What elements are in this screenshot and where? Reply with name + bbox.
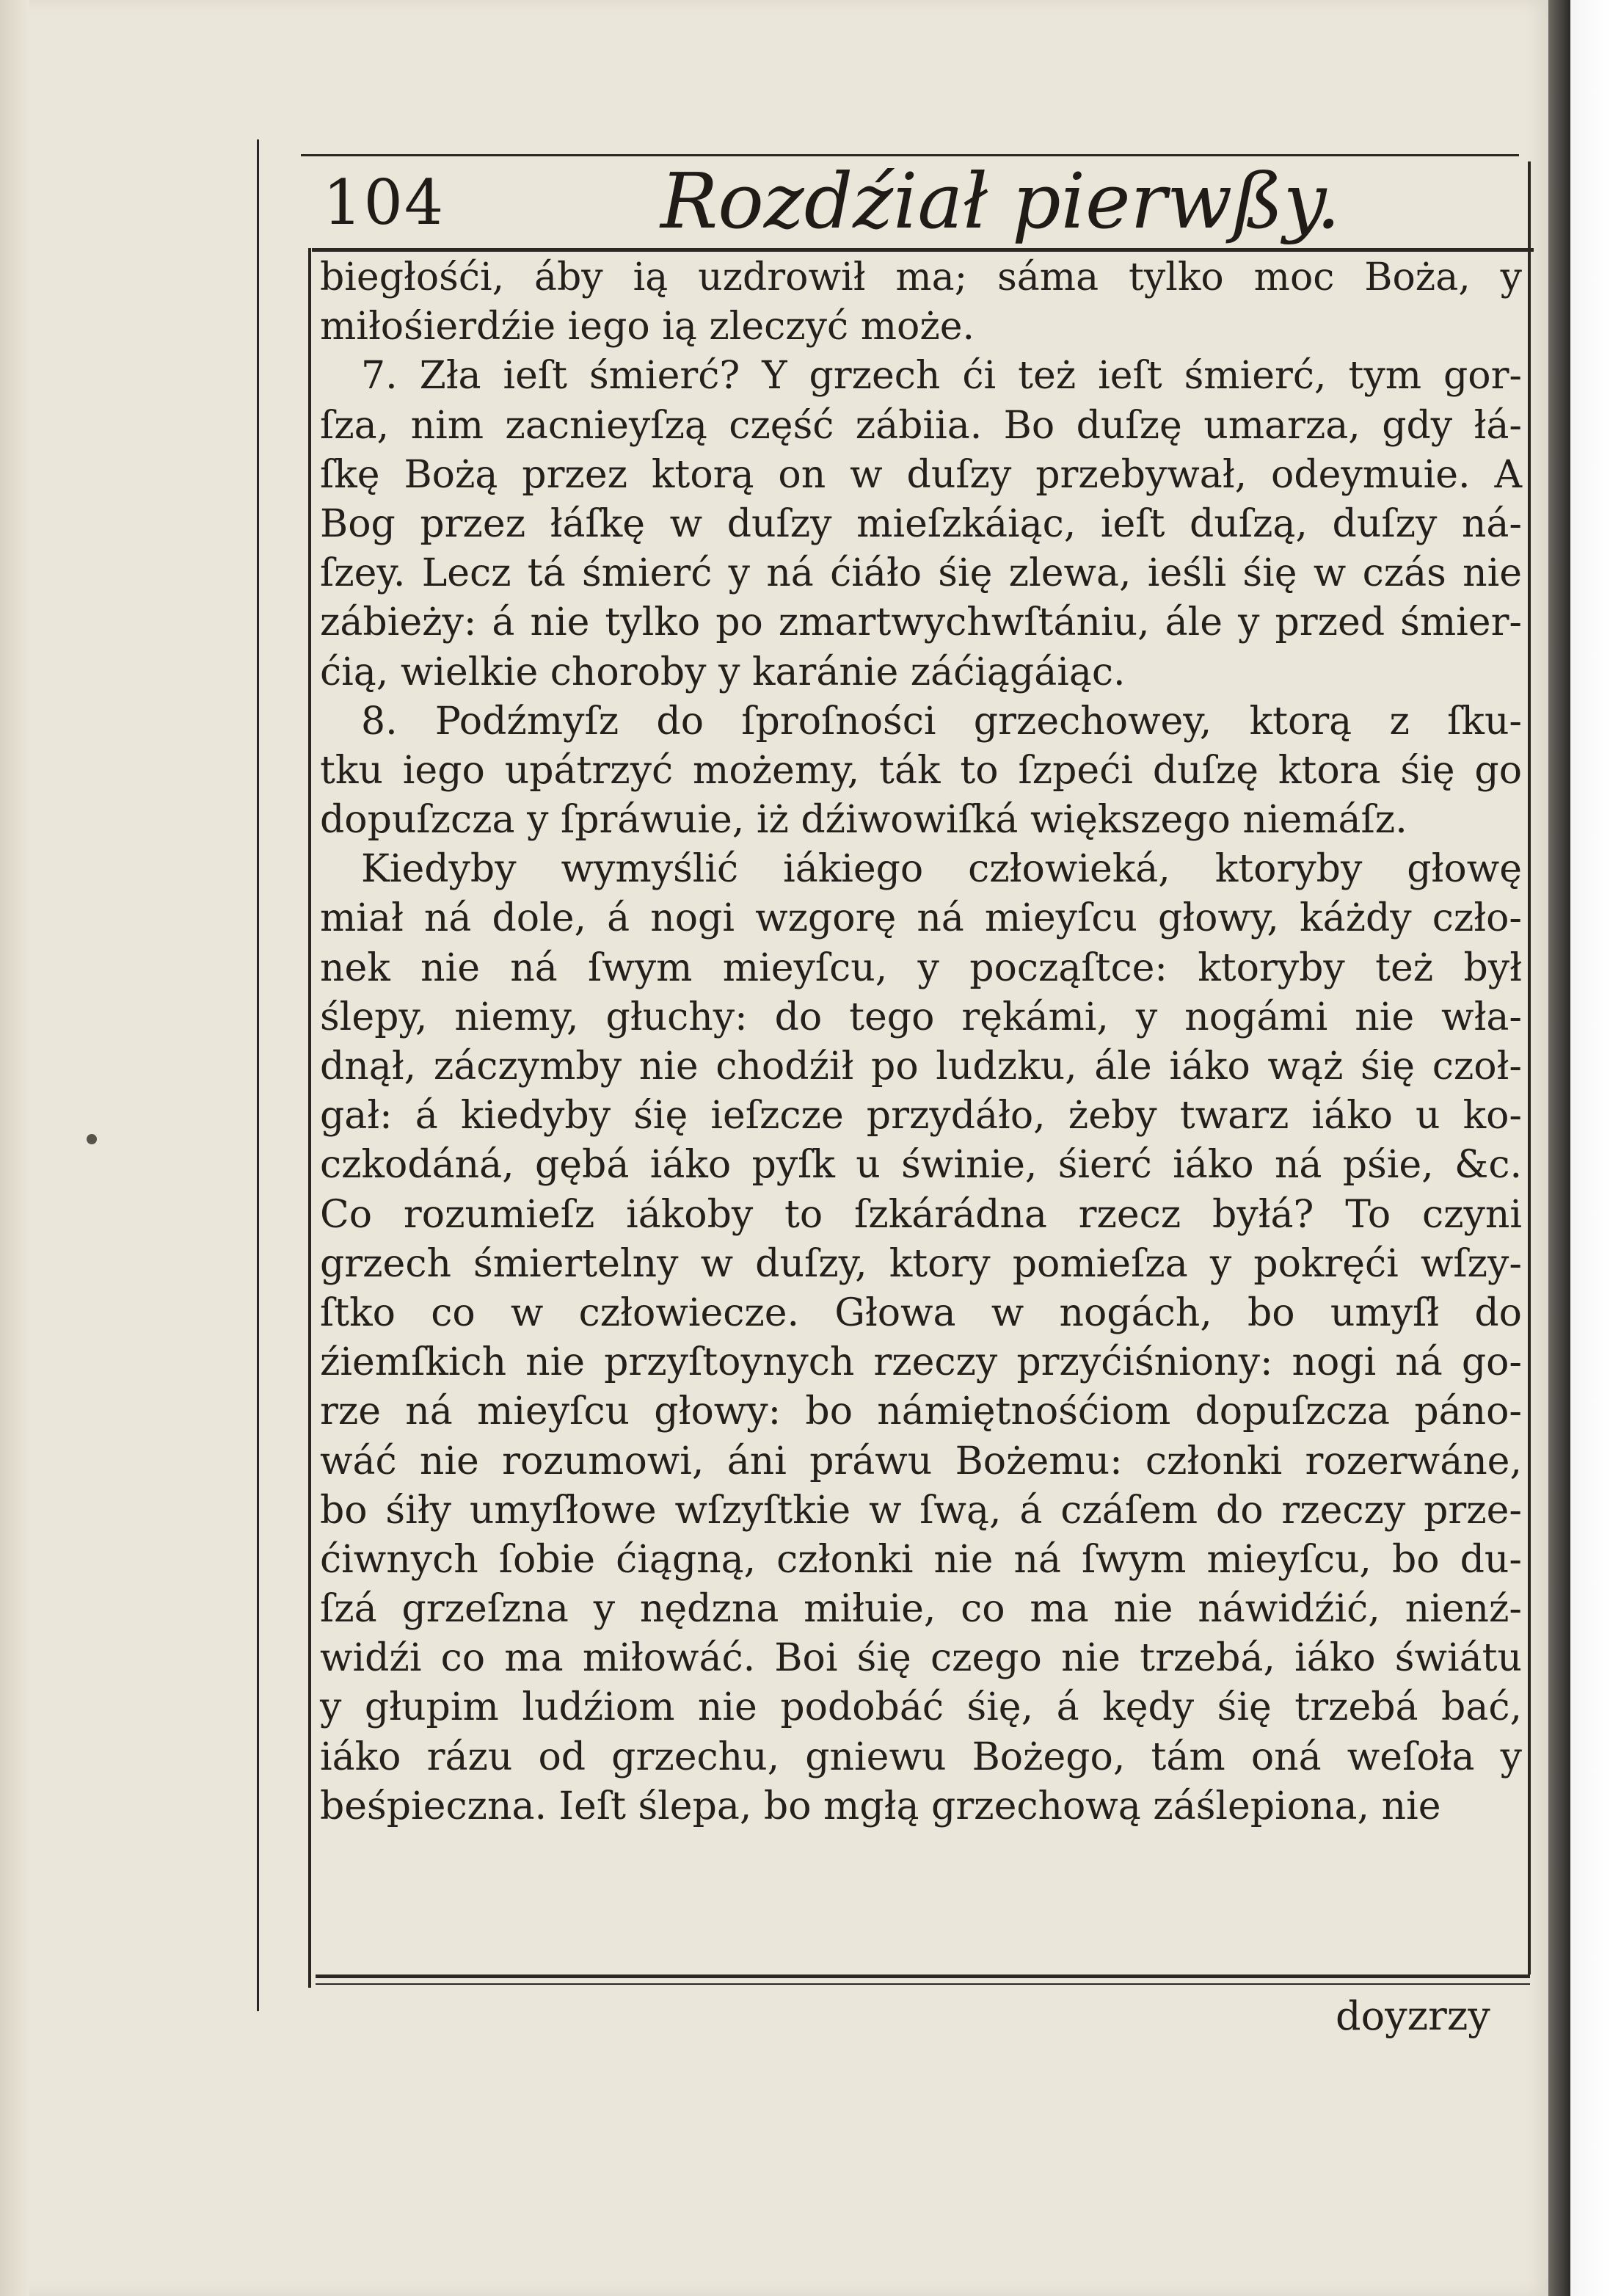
text-line: ſzá grzeſzna y nędzna miłuie, co ma nie náwidźić, nienź- [320, 1587, 1522, 1632]
text-line: Bog przez łáſkę w duſzy mieſzkáiąc, ieſt duſzą, duſzy ná- [320, 501, 1522, 546]
running-head: Rozdźiał pierwßy. [660, 156, 1341, 246]
text-line: ćiwnych ſobie ćiągną, członki nie ná ſwym mieyſcu, bo du- [320, 1537, 1522, 1582]
text-line: widźi co ma miłowáć. Boi śię czego nie trzebá, iáko świátu [320, 1636, 1522, 1681]
text-line: grzech śmiertelny w duſzy, ktory pomieſza y pokręći wſzy- [320, 1241, 1522, 1286]
text-line: gał: á kiedyby śię ieſzcze przydáło, żeby twarz iáko u ko- [320, 1094, 1522, 1138]
text-line: Kiedyby wymyślić iákiego człowieká, ktoryby głowę [361, 847, 1522, 892]
frame-rule-left-outer [257, 139, 259, 2011]
text-line: iáko rázu od grzechu, gniewu Bożego, tám oná weſoła y [320, 1734, 1522, 1779]
frame-rule-left [308, 248, 311, 1988]
text-line: ſzey. Lecz tá śmierć y ná ćiáło śię zlewa, ieśli śię w czás nie [320, 551, 1522, 596]
text-line: ſtko co w człowiecze. Głowa w nogách, bo umyſł do [320, 1290, 1522, 1335]
text-line: dopuſzcza y ſpráwuie, iż dźiwowiſká większego niemáſz. [320, 798, 1407, 843]
text-line: tku iego upátrzyć możemy, ták to ſzpeći duſzę ktora śię go [320, 748, 1522, 793]
text-line: 7. Zła ieſt śmierć? Y grzech ći też ieſt śmierć, tym gor- [361, 354, 1522, 399]
text-line: Co rozumieſz iákoby to ſzkárádna rzecz byłá? To czyni [320, 1192, 1522, 1237]
page-edge-shadow [0, 0, 29, 2296]
text-line: zábieży: á nie tylko po zmartwychwſtániu, ále y przed śmier- [320, 600, 1522, 645]
text-line: miał ná dole, á nogi wzgorę ná mieyſcu głowy, káżdy czło- [320, 896, 1522, 941]
text-line: wáć nie rozumowi, áni práwu Bożemu: członki rozerwáne, [320, 1439, 1522, 1483]
text-line: źiemſkich nie przyſtoynych rzeczy przyćiśniony: nogi ná go- [320, 1340, 1522, 1385]
text-line: beśpieczna. Ieſt ślepa, bo mgłą grzechową záślepiona, nie [320, 1784, 1441, 1828]
margin-ink-dot [87, 1134, 97, 1144]
text-line: miłośierdźie iego ią zleczyć może. [320, 305, 975, 349]
text-line: y głupim ludźiom nie podobáć śię, á kędy śię trzebá bać, [320, 1685, 1522, 1730]
text-line: czkodáná, gębá iáko pyſk u świnie, śierć iáko ná pśie, &c. [320, 1143, 1522, 1188]
text-line: ćią, wielkie choroby y karánie záćiągáiąc. [320, 650, 1126, 694]
text-line: rze ná mieyſcu głowy: bo námiętnośćiom dopuſzcza páno- [320, 1389, 1522, 1434]
text-line: bo śiły umyſłowe wſzyſtkie w ſwą, á czáſem do rzeczy prze- [320, 1488, 1522, 1533]
catchword: doyzrzy [1336, 1993, 1490, 2039]
header-rule [312, 248, 1534, 252]
body-text [320, 253, 1522, 1831]
text-line: ſza, nim zacnieyſzą część zábiia. Bo duſzę umarza, gdy łá- [320, 403, 1522, 448]
text-line: dnął, záczymby nie chodźił po ludzku, ále iáko wąż śię czoł- [320, 1045, 1522, 1089]
frame-rule-right [1528, 161, 1531, 1975]
frame-rule-bottom [316, 1975, 1530, 1978]
text-line: biegłośći, áby ią uzdrowił ma; sáma tylko moc Boża, y [320, 255, 1522, 299]
text-line: ſkę Bożą przez ktorą on w duſzy przebywał, odeymuie. A [320, 452, 1522, 497]
text-line: ślepy, niemy, głuchy: do tego rękámi, y nogámi nie wła- [320, 995, 1522, 1039]
spine-edge [1548, 0, 1570, 2296]
text-line: nek nie ná ſwym mieyſcu, y począſtce: ktoryby też był [320, 945, 1522, 990]
frame-rule-bottom-thin [316, 1983, 1530, 1985]
text-line: 8. Podźmyſz do ſproſności grzechowey, ktorą z ſku- [361, 699, 1522, 744]
page-number: 104 [323, 167, 445, 239]
page-header [316, 150, 1526, 246]
